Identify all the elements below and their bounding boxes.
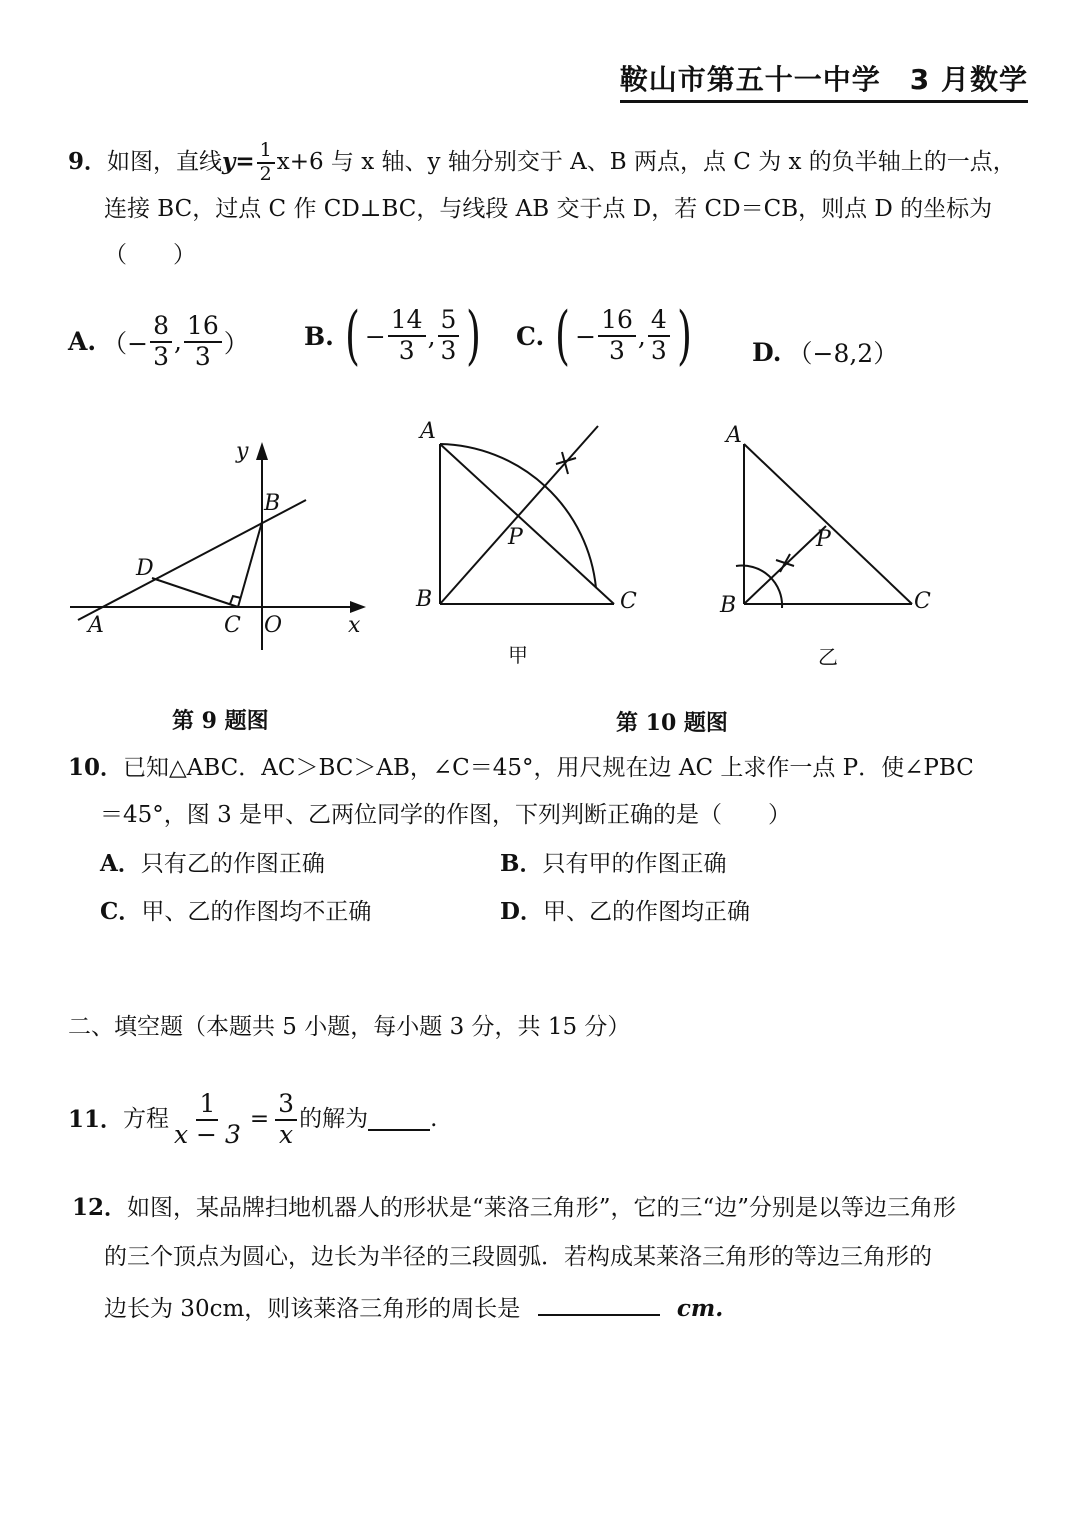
fig9-label-b: B — [264, 491, 281, 516]
q9-option-b-d2: 3 — [440, 336, 457, 365]
q9-half-num: 1 — [257, 140, 275, 164]
fig9-label-c: C — [224, 613, 241, 638]
q9-option-a-sign: （− — [102, 328, 149, 358]
q10-option-a-text: 只有乙的作图正确 — [140, 851, 325, 877]
q10-option-b[interactable] — [500, 852, 726, 876]
q9-option-a-d1: 3 — [153, 341, 169, 371]
q9-option-c-sign: − — [575, 321, 597, 351]
q9-option-a-sep: , — [173, 327, 182, 357]
q11-fraction-right — [275, 1090, 297, 1150]
section-2-title: 二、填空题（本题共 5 小题，每小题 3 分，共 15 分） — [68, 1014, 631, 1040]
yi-label-c: C — [914, 589, 931, 614]
exam-header-title: 鞍山市第五十一中学 3 月数学 — [620, 58, 1028, 103]
jia-label-p: P — [508, 525, 523, 550]
q9-option-a-n1: 8 — [150, 312, 172, 343]
q9-number: 9． — [68, 147, 108, 175]
q9-option-c-close-paren: ) — [676, 299, 692, 373]
yi-figure-name: 乙 — [818, 645, 838, 669]
q9-option-c-open-paren: ( — [555, 299, 571, 373]
q10-line1 — [68, 756, 974, 780]
jia-bisector — [440, 426, 598, 604]
q9-option-b-label: B. — [304, 321, 334, 351]
yi-label-p: P — [816, 527, 831, 552]
q9-option-b-open-paren: ( — [344, 299, 360, 373]
yi-arc — [736, 566, 782, 608]
q12-line1 — [72, 1196, 956, 1220]
yi-label-a: A — [726, 423, 742, 448]
q9-line1-a: 如图，直线 — [107, 148, 223, 175]
jia-side-ac — [440, 444, 614, 604]
q11-line — [68, 1090, 437, 1150]
fig9-line-ab — [78, 500, 306, 620]
fig9-label-o: O — [264, 613, 283, 638]
q9-line2: 连接 BC，过点 C 作 CD⊥BC，与线段 AB 交于点 D，若 CD＝CB，则点 D 的坐标为 — [104, 196, 993, 222]
jia-cross-mark-2 — [562, 452, 568, 474]
q9-option-b-n1: 14 — [388, 306, 426, 337]
q11-equals: = — [249, 1106, 270, 1133]
q9-option-b-n2: 5 — [438, 306, 460, 337]
q11-f2-num: 3 — [275, 1090, 297, 1121]
q11-f2-den: x — [279, 1119, 294, 1149]
q10-line2: ＝45°，图 3 是甲、乙两位同学的作图，下列判断正确的是（ ） — [100, 802, 792, 828]
jia-figure-name: 甲 — [508, 643, 528, 667]
q10-option-c[interactable] — [100, 900, 371, 924]
fig9-x-axis-arrow — [350, 601, 366, 613]
q9-option-d-label: D. — [752, 337, 782, 367]
q12-number: 12． — [72, 1194, 128, 1221]
q11-end: . — [430, 1106, 438, 1133]
q11-fraction-left — [171, 1090, 244, 1150]
q12-answer-blank[interactable] — [538, 1296, 660, 1316]
q10-option-a[interactable] — [100, 852, 325, 876]
q11-prefix: 方程 — [123, 1106, 170, 1133]
q11-f1-num: 1 — [196, 1090, 218, 1121]
jia-label-a: A — [420, 419, 436, 444]
q9-option-c-n1: 16 — [598, 306, 636, 337]
q9-half-den: 2 — [259, 162, 272, 185]
q9-option-c-d1: 3 — [609, 336, 625, 365]
q9-option-b-close-paren: ) — [466, 299, 482, 373]
q10-option-b-text: 只有甲的作图正确 — [542, 851, 727, 877]
q9-option-d-text: （−8,2） — [787, 339, 899, 368]
q12-line1-text: 如图，某品牌扫地机器人的形状是“莱洛三角形”，它的三“边”分别是以等边三角形 — [127, 1195, 957, 1221]
fig9-y-axis-arrow — [256, 442, 268, 460]
jia-label-c: C — [620, 589, 637, 614]
jia-label-b: B — [416, 587, 433, 612]
q12-line3-text: 边长为 30cm，则该莱洛三角形的周长是 — [104, 1296, 521, 1322]
fig9-label-a: A — [88, 613, 104, 638]
q11-suffix: 的解为 — [299, 1106, 369, 1133]
q9-option-a-close: ） — [223, 328, 249, 358]
fig9-segment-cd — [152, 578, 238, 607]
fig9-label-x: x — [348, 613, 361, 638]
q9-y-eq: y= — [222, 147, 255, 175]
q9-option-b-d1: 3 — [398, 336, 415, 365]
q10-option-d-label: D． — [500, 898, 543, 925]
q9-option-b-sep: , — [427, 321, 436, 351]
q9-option-c-sep: , — [637, 321, 646, 351]
yi-label-b: B — [720, 593, 737, 618]
q10-option-d[interactable] — [500, 900, 750, 924]
q10-option-b-label: B． — [500, 850, 543, 877]
q10-option-c-text: 甲、乙的作图均不正确 — [141, 899, 372, 925]
q9-option-a-d2: 3 — [194, 341, 211, 371]
q9-option-c-d2: 3 — [650, 336, 667, 365]
q9-option-b-sign: − — [364, 321, 386, 351]
q10-line1-text: 已知△ABC．AC＞BC＞AB，∠C＝45°，用尺规在边 AC 上求作一点 P．使∠PBC — [123, 755, 974, 781]
q9-option-a-n2: 16 — [184, 312, 222, 343]
q9-option-c-n2: 4 — [648, 306, 670, 337]
q11-answer-blank[interactable] — [368, 1109, 430, 1131]
q10-option-d-text: 甲、乙的作图均正确 — [542, 899, 750, 925]
q11-number: 11． — [68, 1106, 124, 1134]
q9-line1-b: x+6 与 x 轴、y 轴分别交于 A、B 两点，点 C 为 x 的负半轴上的一点， — [276, 148, 1016, 175]
q9-option-a-label: A. — [68, 327, 97, 357]
q12-line2: 的三个顶点为圆心，边长为半径的三段圆弧．若构成某莱洛三角形的等边三角形的 — [104, 1244, 932, 1270]
q10-option-a-label: A． — [100, 850, 141, 877]
q9-answer-paren: （ ） — [104, 242, 196, 268]
figure-10-caption: 第 10 题图 — [616, 710, 728, 736]
figure-9-caption: 第 9 题图 — [172, 708, 269, 734]
fig9-label-d: D — [136, 556, 154, 581]
q12-unit: cm. — [676, 1295, 724, 1322]
q12-line3 — [104, 1296, 723, 1321]
fig9-label-y: y — [236, 439, 249, 464]
q11-f1-den: x − 3 — [174, 1119, 241, 1149]
q10-option-c-label: C． — [100, 898, 142, 925]
q10-number: 10． — [68, 754, 124, 781]
q9-option-c-label: C. — [516, 321, 545, 351]
